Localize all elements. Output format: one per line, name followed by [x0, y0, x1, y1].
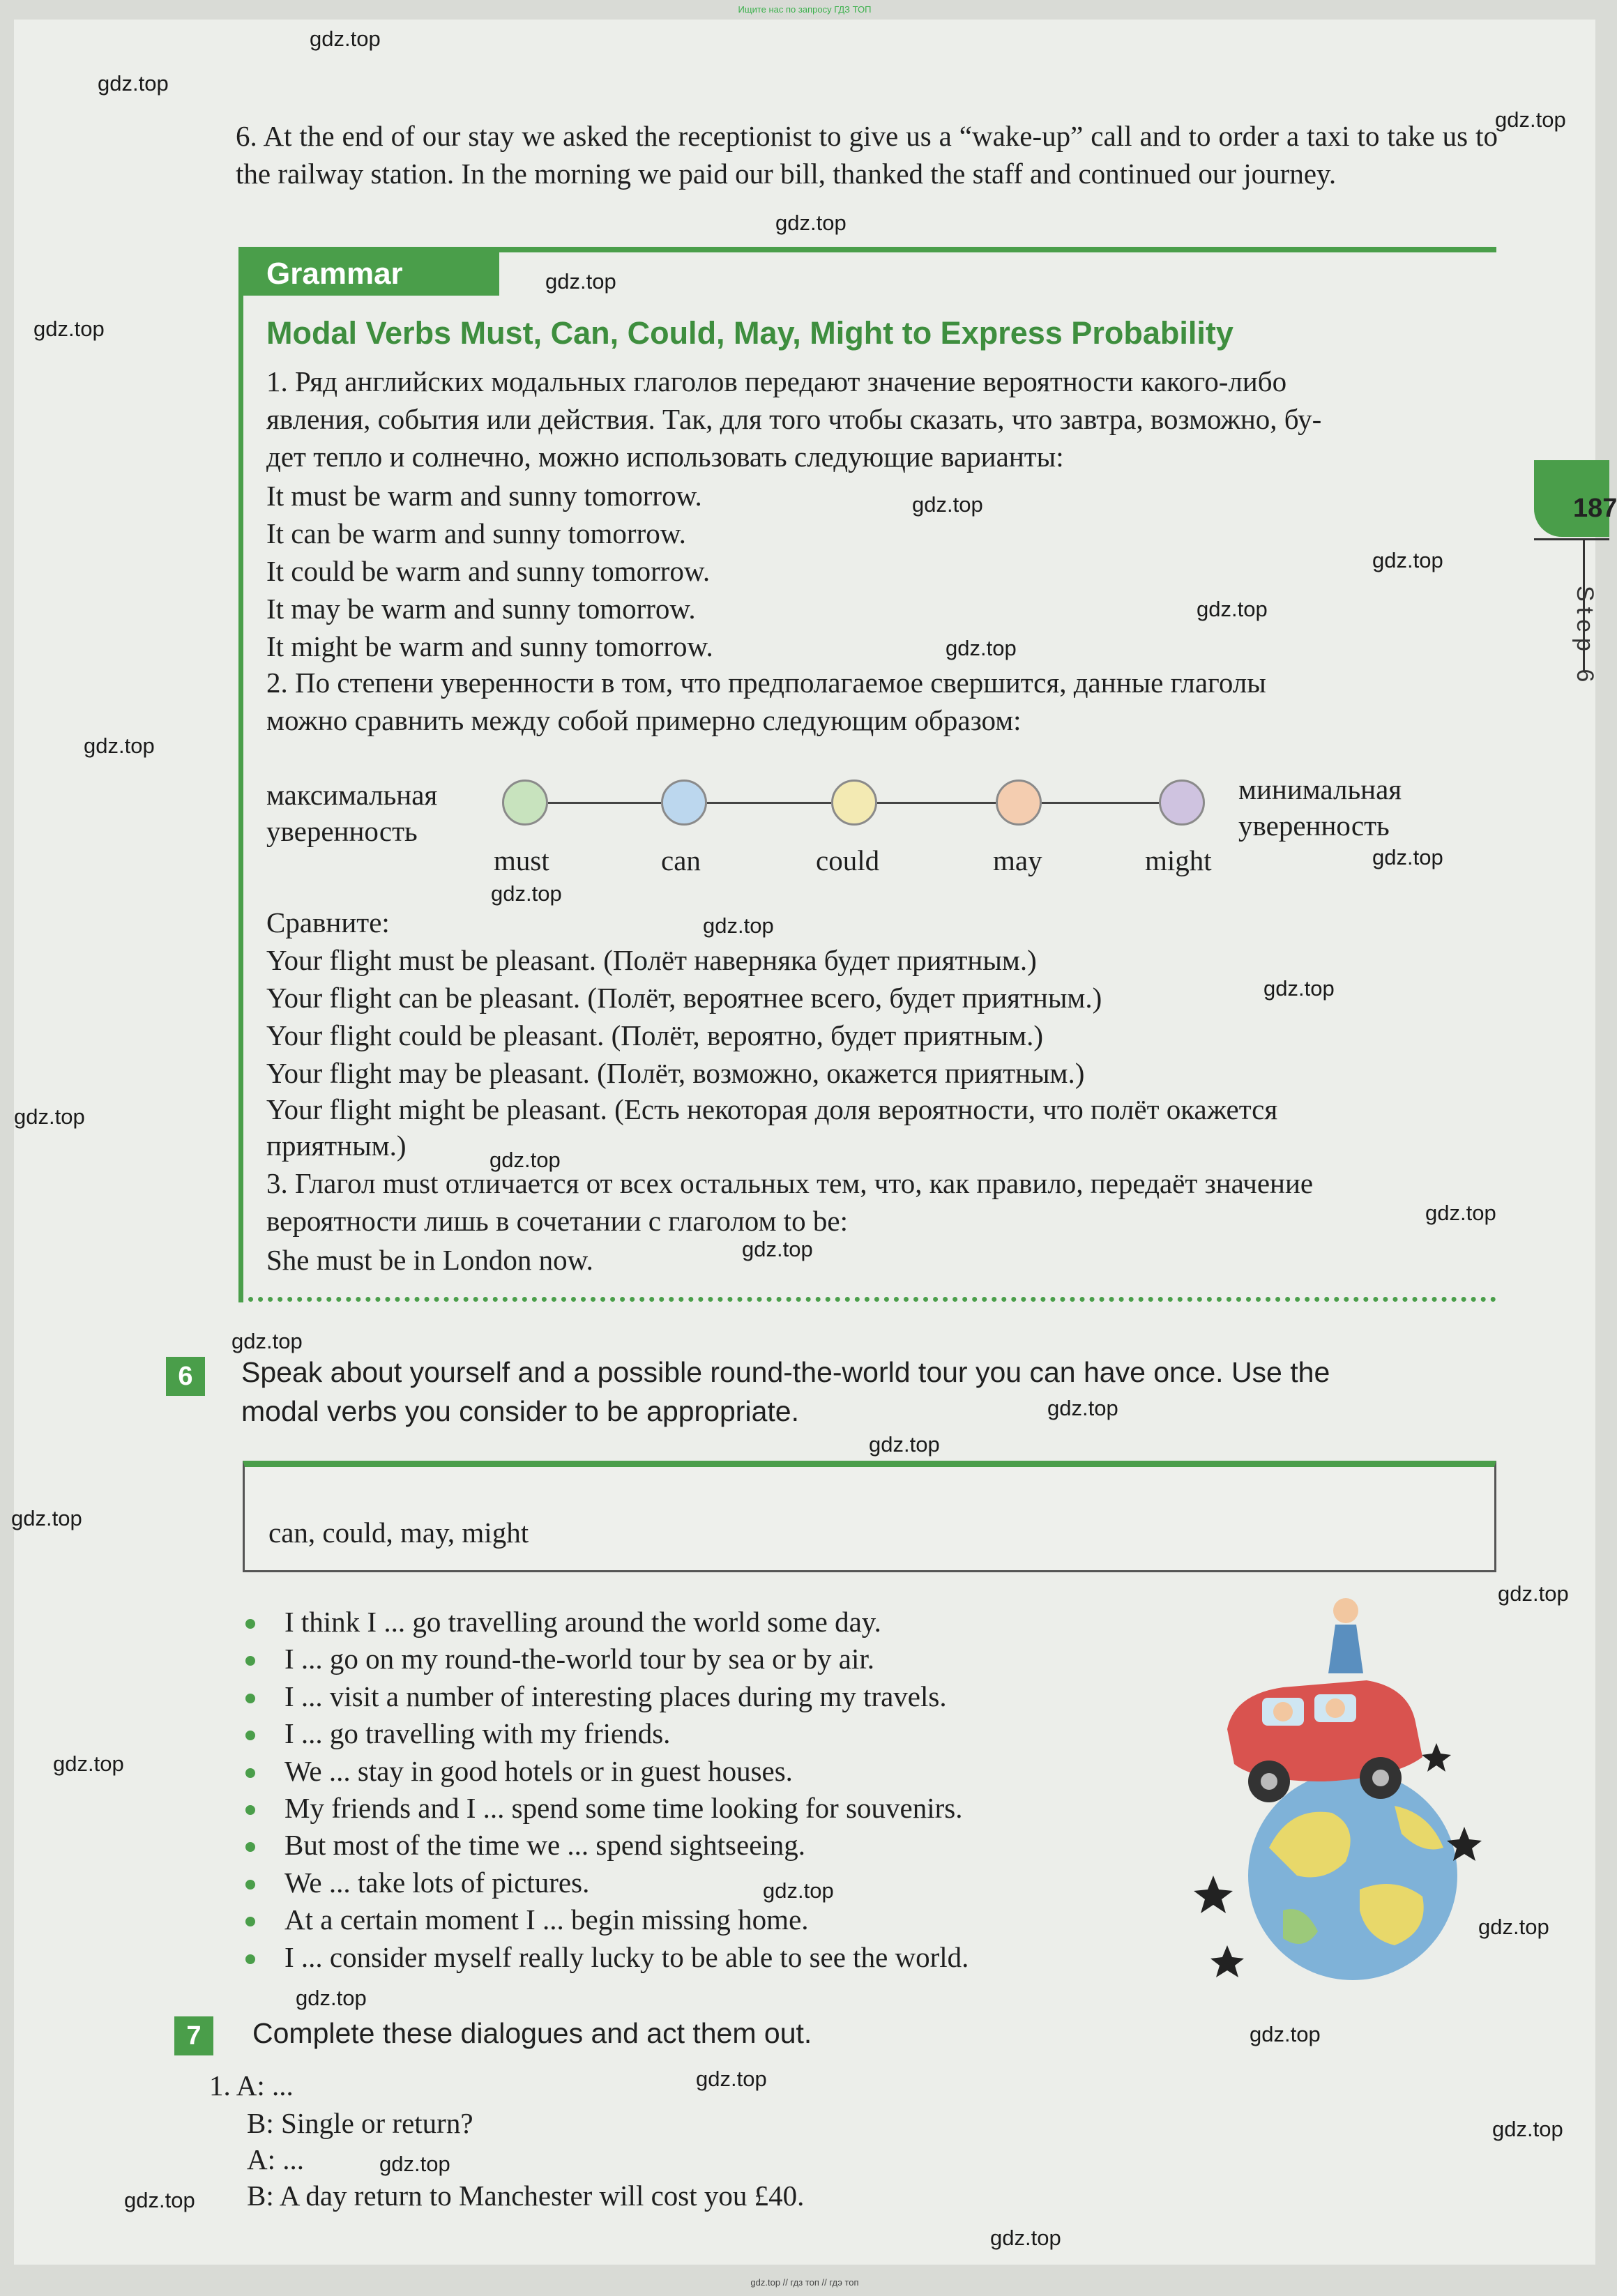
compare-line: Your flight must be pleasant. (Полёт наверняка будет приятным.): [266, 944, 1037, 976]
dialogue-line: A: ...: [247, 2143, 304, 2175]
grammar-point3-line: вероятности лишь в сочетании с глаголом to be:: [266, 1205, 848, 1237]
page-side-tab: [1534, 460, 1617, 704]
watermark: gdz.top: [489, 1148, 561, 1172]
footer-note: gdz.top // гдз топ // гдэ топ: [750, 2277, 859, 2288]
compare-line: Your flight could be pleasant. (Полёт, вероятно, будет приятным.): [266, 1019, 1044, 1051]
scale-verb-could: could: [816, 844, 880, 876]
task6-sentence-list: [245, 1604, 969, 1976]
watermark: gdz.top: [742, 1237, 813, 1261]
compare-label: Сравните:: [266, 906, 390, 938]
watermark: gdz.top: [231, 1329, 303, 1353]
task-number-7: 7: [174, 2016, 213, 2055]
watermark: gdz.top: [545, 269, 616, 294]
watermark: gdz.top: [763, 1878, 834, 1903]
watermark: gdz.top: [1425, 1201, 1496, 1225]
watermark: gdz.top: [296, 1986, 367, 2010]
watermark: gdz.top: [1498, 1581, 1569, 1606]
dialogue-line: 1. A: ...: [209, 2069, 294, 2101]
watermark: gdz.top: [946, 636, 1017, 660]
scale-circle-can: [661, 780, 707, 826]
watermark: gdz.top: [11, 1506, 82, 1530]
scale-verb-may: may: [993, 844, 1042, 876]
watermark: gdz.top: [310, 26, 381, 51]
grammar-point2-line: 2. По степени уверенности в том, что предполагаемое свершится, данные глаголы: [266, 667, 1266, 699]
scale-circle-might: [1159, 780, 1205, 826]
list-item: I think I ... go travelling around the world some day.: [245, 1604, 969, 1641]
grammar-tab: Grammar: [238, 252, 499, 296]
list-item: At a certain moment I ... begin missing home.: [245, 1901, 969, 1938]
word-box: [243, 1461, 1496, 1572]
task6-instruction-line: Speak about yourself and a possible round-the-world tour you can have once. Use the: [241, 1356, 1330, 1388]
watermark: gdz.top: [1263, 976, 1335, 1001]
list-item: I ... go travelling with my friends.: [245, 1715, 969, 1752]
scale-max-label: максимальная: [266, 779, 438, 811]
grammar-point1-line: 1. Ряд английских модальных глаголов передают значение вероятности какого-либо: [266, 365, 1287, 397]
grammar-point1-line: явления, события или действия. Так, для того чтобы сказать, что завтра, возможно, бу-: [266, 403, 1322, 435]
watermark: gdz.top: [1372, 845, 1443, 869]
scale-max-label: уверенность: [266, 815, 418, 847]
scale-connector: [1042, 802, 1159, 804]
watermark: gdz.top: [1197, 597, 1268, 621]
task-number-6: 6: [166, 1357, 205, 1396]
watermark: gdz.top: [379, 2152, 450, 2176]
scale-circle-could: [831, 780, 877, 826]
watermark: gdz.top: [1047, 1396, 1118, 1420]
dialogue-line: B: Single or return?: [247, 2107, 473, 2139]
grammar-point2-line: можно сравнить между собой примерно следующим образом:: [266, 704, 1022, 736]
grammar-bottom-rule: [238, 1297, 1496, 1302]
scale-verb-can: can: [661, 844, 701, 876]
watermark: gdz.top: [775, 211, 847, 235]
grammar-example: It must be warm and sunny tomorrow.: [266, 480, 702, 512]
list-item: But most of the time we ... spend sightseeing.: [245, 1827, 969, 1864]
grammar-example: It could be warm and sunny tomorrow.: [266, 555, 711, 587]
watermark: gdz.top: [1495, 107, 1566, 132]
list-item: I ... go on my round-the-world tour by sea or by air.: [245, 1641, 969, 1678]
step-label: Step 6: [1572, 586, 1598, 688]
watermark: gdz.top: [84, 733, 155, 758]
watermark: gdz.top: [33, 317, 105, 341]
watermark: gdz.top: [491, 881, 562, 906]
list-item: My friends and I ... spend some time looking for souvenirs.: [245, 1790, 969, 1827]
watermark: gdz.top: [912, 492, 983, 517]
page-number: 187: [1573, 494, 1617, 523]
watermark: gdz.top: [124, 2188, 195, 2212]
header-note: Ищите нас по запросу ГДЗ ТОП: [738, 4, 872, 15]
grammar-point3-line: 3. Глагол must отличается от всех остальных тем, что, как правило, передаёт значение: [266, 1167, 1314, 1199]
scale-connector: [548, 802, 661, 804]
grammar-example: It may be warm and sunny tomorrow.: [266, 593, 696, 625]
reading-paragraph-6: 6. At the end of our stay we asked the receptionist to give us a “wake-up” call and to order a taxi to take us to the railway station. In the morning we paid our bill, thanked the staff and continued our journey.: [236, 120, 1498, 190]
list-item: We ... take lots of pictures.: [245, 1864, 969, 1901]
dialogue-line: B: A day return to Manchester will cost you £40.: [247, 2180, 805, 2212]
grammar-point3-example: She must be in London now.: [266, 1244, 593, 1276]
watermark: gdz.top: [14, 1104, 85, 1129]
watermark: gdz.top: [1478, 1915, 1549, 1939]
travel-globe-illustration: [1185, 1583, 1506, 1987]
grammar-title: Modal Verbs Must, Can, Could, May, Might to Express Probability: [266, 315, 1233, 351]
list-item: I ... consider myself really lucky to be able to see the world.: [245, 1939, 969, 1976]
watermark: gdz.top: [98, 71, 169, 96]
task6-instruction-line: modal verbs you consider to be appropriate.: [241, 1395, 799, 1427]
list-item: We ... stay in good hotels or in guest houses.: [245, 1753, 969, 1790]
watermark: gdz.top: [1250, 2022, 1321, 2046]
grammar-point1-line: дет тепло и солнечно, можно использовать следующие варианты:: [266, 441, 1064, 473]
watermark: gdz.top: [703, 913, 774, 938]
globe: [1248, 1771, 1457, 1980]
scale-circle-may: [996, 780, 1042, 826]
watermark: gdz.top: [1492, 2117, 1563, 2141]
grammar-example: It can be warm and sunny tomorrow.: [266, 517, 686, 549]
scale-min-label: уверенность: [1238, 809, 1390, 842]
task7-instruction: Complete these dialogues and act them out.: [252, 2017, 812, 2049]
watermark: gdz.top: [696, 2067, 767, 2091]
watermark: gdz.top: [990, 2226, 1061, 2250]
watermark: gdz.top: [53, 1751, 124, 1776]
word-box-words: can, could, may, might: [268, 1516, 529, 1549]
grammar-example: It might be warm and sunny tomorrow.: [266, 630, 713, 662]
scale-connector: [707, 802, 831, 804]
scale-connector: [877, 802, 996, 804]
watermark: gdz.top: [869, 1432, 940, 1457]
watermark: gdz.top: [1372, 548, 1443, 572]
list-item: I ... visit a number of interesting places during my travels.: [245, 1678, 969, 1715]
compare-line: Your flight may be pleasant. (Полёт, возможно, окажется приятным.): [266, 1057, 1085, 1089]
scale-circle-must: [502, 780, 548, 826]
compare-line: Your flight might be pleasant. (Есть некоторая доля вероятности, что полёт окажется: [266, 1093, 1278, 1125]
scale-min-label: минимальная: [1238, 773, 1402, 805]
scale-verb-must: must: [494, 844, 549, 876]
scale-verb-might: might: [1145, 844, 1212, 876]
compare-line: приятным.): [266, 1130, 407, 1162]
compare-line: Your flight can be pleasant. (Полёт, вероятнее всего, будет приятным.): [266, 982, 1102, 1014]
grammar-top-rule: [238, 247, 1496, 252]
